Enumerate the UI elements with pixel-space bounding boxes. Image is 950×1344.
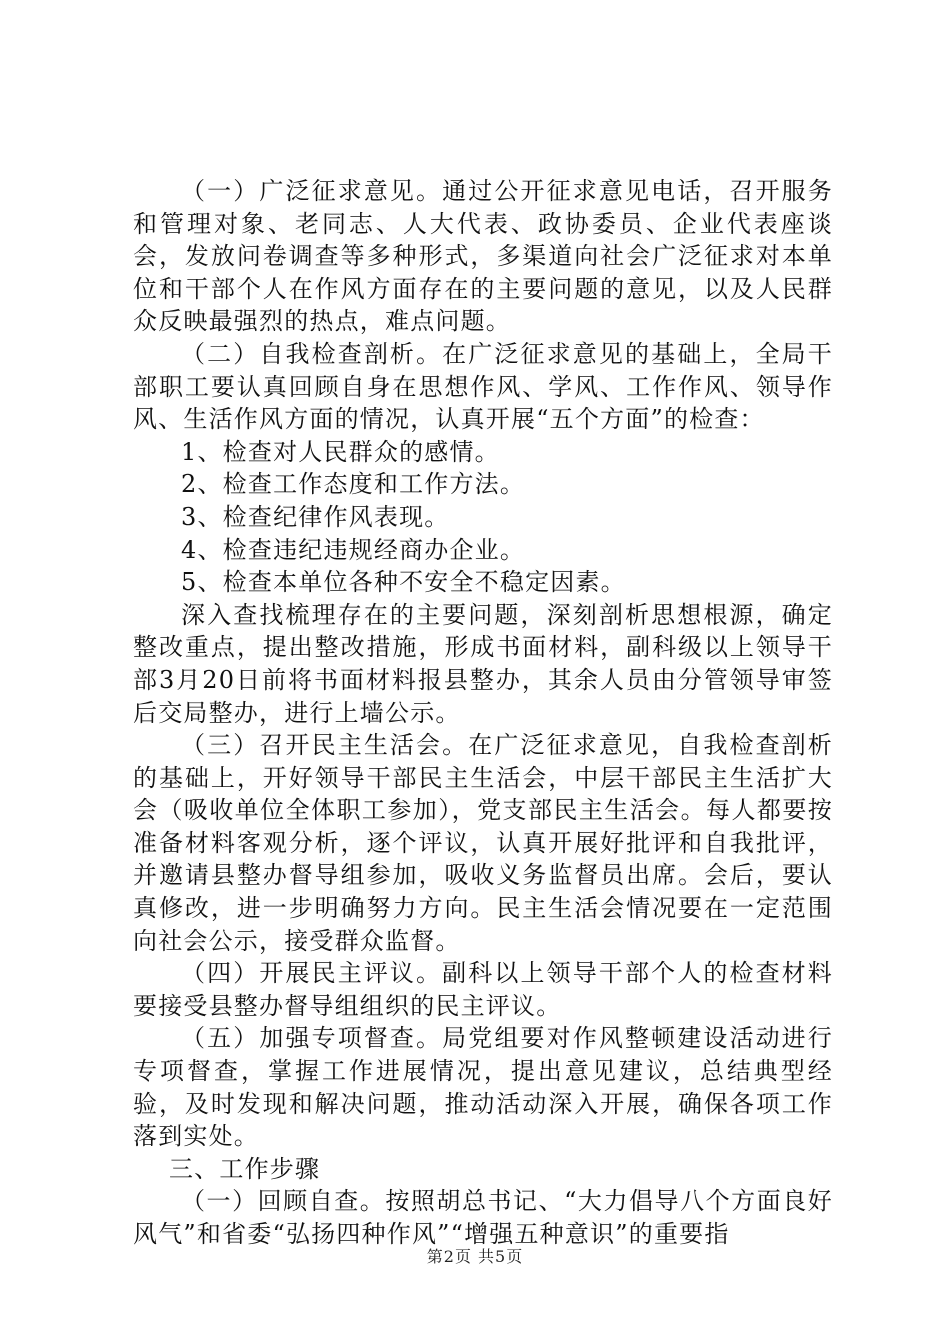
list-item: 1、检查对人民群众的感情。 [181,437,500,466]
paragraph-solicit-opinions: （一）广泛征求意见。通过公开征求意见电话，召开服务和管理对象、老同志、人大代表、政协委员、企业代表座谈会，发放问卷调查等多种形式，多渠道向社会广泛征求对本单位和干部个人在作风方面存在的主要问题的意见，以及人民群众反映最强烈的热点，难点问题。 [133,177,833,336]
section-heading: 三、工作步骤 [169,1154,321,1183]
paragraph-rectification: 深入查找梳理存在的主要问题，深刻剖析思想根源，确定整改重点，提出整改措施，形成书面材料，副科级以上领导干部3月20日前将书面材料报县整办，其余人员由分管领导审签后交局整办，进行上墙公示。 [133,600,833,727]
paragraph-democratic-meeting: （三）召开民主生活会。在广泛征求意见，自我检查剖析的基础上，开好领导干部民主生活会，中层干部民主生活扩大会（吸收单位全体职工参加），党支部民主生活会。每人都要按准备材料客观分析，逐个评议，认真开展好批评和自我批评，并邀请县整办督导组参加，吸收义务监督员出席。会后，要认真修改，进一步明确努力方向。民主生活会情况要在一定范围向社会公示，接受群众监督。 [133,731,833,955]
list-item: 5、检查本单位各种不安全不稳定因素。 [181,568,626,597]
list-item: 4、检查违纪违规经商办企业。 [181,535,526,564]
paragraph-special-supervision: （五）加强专项督查。局党组要对作风整顿建设活动进行专项督查，掌握工作进展情况，提出意见建议，总结典型经验，及时发现和解决问题，推动活动深入开展，确保各项工作落到实处。 [133,1024,833,1151]
list-item: 2、检查工作态度和工作方法。 [181,470,526,499]
paragraph-self-inspection: （二）自我检查剖析。在广泛征求意见的基础上，全局干部职工要认真回顾自身在思想作风、学风、工作作风、领导作风、生活作风方面的情况，认真开展“五个方面”的检查： [133,339,833,434]
document-body [133,175,833,1251]
paragraph-review: （一）回顾自查。按照胡总书记、“大力倡导八个方面良好风气”和省委“弘扬四种作风”“增强五种意识”的重要指 [133,1187,833,1248]
page-number: 第2页 共5页 [426,1247,524,1266]
paragraph-democratic-review: （四）开展民主评议。副科以上领导干部个人的检查材料要接受县整办督导组组织的民主评议。 [133,959,833,1020]
list-item: 3、检查纪律作风表现。 [181,502,450,531]
